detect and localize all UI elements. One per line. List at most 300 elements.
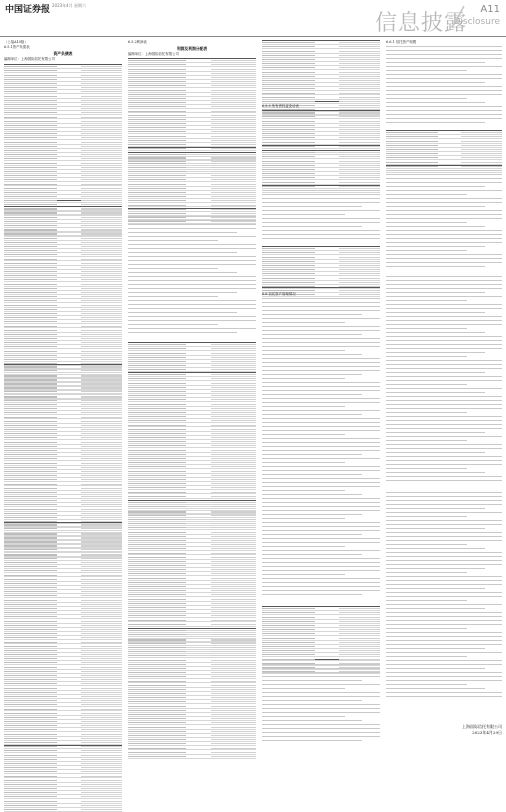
text-line [386, 262, 502, 263]
text-line [386, 632, 502, 633]
text-block [262, 190, 380, 242]
text-line [262, 688, 345, 689]
text-line [386, 656, 467, 657]
profit-table [128, 58, 256, 148]
text-line [262, 470, 380, 471]
text-line [386, 464, 502, 465]
text-line [386, 628, 467, 629]
text-line [386, 46, 502, 47]
section-subtitle: Disclosure [453, 17, 500, 27]
text-line [262, 438, 380, 439]
text-line [262, 510, 380, 511]
text-line [386, 568, 485, 569]
text-line [386, 564, 502, 565]
text-line [386, 58, 502, 59]
text-line [262, 558, 380, 559]
text-line [262, 298, 380, 299]
signature-company: 上海国际信托有限公司 [462, 724, 502, 729]
text-line [262, 458, 380, 459]
text-line [386, 608, 485, 609]
text-line [386, 584, 502, 585]
text-line [262, 442, 380, 443]
text-line [386, 98, 467, 99]
text-line [262, 672, 380, 673]
text-line [262, 586, 380, 587]
text-line [386, 672, 502, 673]
text-line [386, 118, 502, 119]
text-line [386, 380, 502, 381]
text-line [386, 190, 502, 191]
text-line [386, 696, 502, 697]
equity-change-table [262, 40, 380, 102]
text-line [128, 324, 218, 325]
newspaper-header [0, 0, 506, 37]
text-line [386, 480, 502, 481]
text-line [386, 364, 502, 365]
text-line [262, 594, 362, 595]
text-line [386, 280, 502, 281]
text-line [262, 318, 380, 319]
text-line [262, 724, 380, 725]
text-line [128, 280, 256, 281]
text-line [386, 238, 502, 239]
text-line [262, 692, 380, 693]
text-line [386, 500, 502, 501]
text-line [262, 554, 362, 555]
text-line [262, 680, 362, 681]
text-line [262, 230, 380, 231]
text-line [386, 82, 485, 83]
text-line [128, 300, 256, 301]
text-block-4 [386, 492, 502, 702]
text-line [386, 340, 502, 341]
text-line [386, 476, 502, 477]
text-line [386, 660, 502, 661]
text-line [262, 498, 380, 499]
page-number: A11 [480, 4, 500, 15]
text-line [262, 534, 362, 535]
text-line [386, 70, 467, 71]
text-block-3 [386, 276, 502, 486]
text-line [386, 226, 485, 227]
text-line [386, 328, 467, 329]
text-line [386, 202, 502, 203]
text-line [386, 424, 502, 425]
text-line [386, 316, 502, 317]
text-line [386, 90, 502, 91]
text-line [386, 536, 502, 537]
text-line [262, 334, 362, 335]
text-line [386, 246, 485, 247]
text-line [262, 664, 380, 665]
text-line [262, 234, 380, 235]
text-line [386, 520, 502, 521]
text-line [386, 440, 467, 441]
text-line [262, 426, 380, 427]
text-line [262, 314, 362, 315]
text-line [262, 346, 380, 347]
balance-sheet-table [4, 64, 122, 201]
text-line [386, 680, 502, 681]
text-line [386, 194, 467, 195]
text-line [386, 292, 485, 293]
text-line [386, 66, 502, 67]
text-line [386, 496, 502, 497]
text-line [386, 428, 502, 429]
text-line [386, 396, 502, 397]
text-line [386, 392, 485, 393]
text-line [386, 78, 502, 79]
section-heading: 6.5.3 所有者权益变动表 [262, 104, 299, 108]
column-3 [262, 40, 380, 746]
text-line [262, 214, 345, 215]
text-line [386, 300, 467, 301]
text-line [262, 716, 345, 717]
text-line [386, 552, 502, 553]
text-line [386, 114, 502, 115]
text-line [262, 302, 380, 303]
text-line [386, 198, 502, 199]
text-line [262, 358, 380, 359]
text-line [128, 288, 256, 289]
text-line [386, 664, 502, 665]
text-line [386, 170, 502, 171]
text-line [386, 516, 467, 517]
text-line [386, 456, 502, 457]
text-line [386, 356, 467, 357]
text-line [386, 372, 485, 373]
text-line [386, 548, 485, 549]
text-block-end [262, 664, 380, 744]
trust-table-2 [128, 500, 256, 622]
text-line [128, 244, 256, 245]
text-line [262, 326, 380, 327]
text-line [262, 466, 380, 467]
text-line [262, 406, 345, 407]
text-line [262, 310, 380, 311]
column-1 [4, 40, 122, 746]
text-line [262, 482, 380, 483]
text-line [262, 740, 362, 741]
text-line [386, 86, 502, 87]
text-line [386, 332, 485, 333]
table-row [4, 808, 122, 812]
text-line [262, 538, 380, 539]
trust-table [128, 372, 256, 494]
text-line [386, 122, 485, 123]
text-line [128, 328, 256, 329]
text-line [386, 230, 502, 231]
text-line [262, 704, 380, 705]
balance-sheet-table-2 [4, 206, 122, 358]
text-line [262, 566, 380, 567]
text-line [128, 320, 256, 321]
text-line [262, 530, 380, 531]
text-line [262, 546, 345, 547]
text-line [262, 430, 380, 431]
text-line [386, 296, 502, 297]
text-line [386, 376, 502, 377]
section-heading: 6.5.1资产负债表 [4, 45, 30, 49]
text-line [386, 436, 502, 437]
text-line [386, 308, 502, 309]
text-line [262, 490, 345, 491]
continued-label: （上接A10版） [4, 40, 28, 44]
text-line [262, 418, 380, 419]
text-line [386, 580, 502, 581]
text-line [386, 556, 502, 557]
text-line [386, 644, 502, 645]
text-line [262, 550, 380, 551]
text-line [262, 422, 380, 423]
text-line [262, 338, 380, 339]
text-line [386, 412, 467, 413]
asset-table-3 [262, 246, 380, 288]
column-4 [386, 40, 502, 746]
text-line [262, 402, 380, 403]
text-line [262, 398, 380, 399]
section-heading: 6.5.2利润表 [128, 40, 147, 44]
text-line [386, 560, 502, 561]
trust-table-3 [128, 628, 256, 730]
text-line [128, 308, 256, 309]
text-line [262, 362, 380, 363]
page-body [4, 40, 502, 746]
text-line [386, 266, 485, 267]
text-line [386, 288, 502, 289]
text-line [262, 370, 380, 371]
text-line [386, 210, 502, 211]
text-line [128, 232, 237, 233]
text-line [386, 544, 467, 545]
text-line [386, 532, 502, 533]
text-line [262, 562, 380, 563]
table-row [128, 755, 256, 759]
text-line [128, 220, 256, 221]
text-line [262, 366, 380, 367]
text-line [262, 522, 380, 523]
text-line [386, 250, 467, 251]
text-line [386, 540, 502, 541]
section-title: 信息披露 [375, 11, 468, 36]
text-line [386, 432, 485, 433]
text-line [128, 264, 256, 265]
text-line [386, 676, 502, 677]
text-line [128, 304, 256, 305]
text-line [386, 640, 502, 641]
text-line [128, 236, 256, 237]
text-line [386, 336, 502, 337]
income-table [4, 364, 122, 516]
text-line [386, 62, 485, 63]
text-line [262, 194, 380, 195]
text-line [262, 198, 380, 199]
small-table [128, 342, 256, 368]
text-line [386, 206, 485, 207]
text-line [262, 570, 380, 571]
text-line [262, 434, 345, 435]
signature-date: 2023年4月29日 [472, 730, 502, 735]
text-line [262, 218, 380, 219]
text-line [386, 444, 502, 445]
table-title: 利润及利润分配表 [176, 46, 208, 51]
text-line [262, 514, 362, 515]
text-line [386, 388, 502, 389]
summary-table [262, 606, 380, 660]
text-line [262, 506, 380, 507]
text-line [386, 106, 502, 107]
text-line [386, 688, 485, 689]
text-line [262, 700, 362, 701]
text-line [262, 206, 362, 207]
text-line [262, 684, 380, 685]
company-line: 编制单位：上海国际信托有限公司 [4, 57, 55, 61]
text-line [386, 592, 502, 593]
text-line [386, 468, 467, 469]
text-line [386, 74, 502, 75]
text-line [262, 728, 380, 729]
section-heading: 6.6.1 信托资产规模 [386, 40, 417, 44]
text-line [262, 590, 380, 591]
column-2 [128, 40, 256, 746]
text-line [262, 478, 380, 479]
text-line [386, 528, 485, 529]
text-line [386, 624, 502, 625]
text-line [386, 460, 502, 461]
text-line [128, 312, 237, 313]
text-line [386, 508, 485, 509]
text-line [386, 692, 502, 693]
text-line [262, 732, 380, 733]
asset-table [262, 110, 380, 146]
text-line [262, 414, 362, 415]
text-line [386, 636, 502, 637]
text-line [262, 330, 380, 331]
text-line [386, 324, 502, 325]
text-line [386, 616, 502, 617]
text-line [262, 410, 380, 411]
text-line [386, 50, 502, 51]
text-line [128, 272, 237, 273]
text-line [262, 354, 362, 355]
text-line [386, 416, 502, 417]
text-line [262, 712, 380, 713]
text-line [386, 182, 502, 183]
text-line [128, 296, 218, 297]
text-line [386, 400, 502, 401]
text-line [386, 222, 467, 223]
text-line [262, 394, 362, 395]
text-line [386, 276, 502, 277]
text-line [262, 222, 380, 223]
text-line [262, 386, 380, 387]
text-line [386, 512, 502, 513]
text-line [262, 378, 345, 379]
text-line [262, 526, 380, 527]
text-line [386, 504, 502, 505]
text-line [262, 518, 345, 519]
text-line [262, 708, 380, 709]
text-line [262, 736, 380, 737]
text-line [386, 94, 502, 95]
text-line [386, 304, 502, 305]
text-line [386, 668, 485, 669]
text-line [386, 368, 502, 369]
text-line [262, 574, 345, 575]
equity-table [4, 522, 122, 746]
table-title: 资产负债表 [53, 51, 73, 56]
text-line [262, 578, 380, 579]
text-line [262, 350, 345, 351]
text-line [262, 542, 380, 543]
text-line [128, 224, 256, 225]
text-line [386, 684, 467, 685]
text-line [386, 214, 502, 215]
text-line [386, 352, 485, 353]
text-line [262, 696, 380, 697]
text-line [128, 260, 256, 261]
text-line [386, 452, 485, 453]
masthead: 中国证券报 [5, 5, 51, 15]
text-line [262, 454, 362, 455]
text-line [386, 576, 502, 577]
text-line [386, 588, 485, 589]
text-line [386, 348, 502, 349]
text-line [386, 572, 467, 573]
text-line [262, 238, 380, 239]
text-line [128, 248, 256, 249]
text-line [386, 312, 485, 313]
text-line [128, 292, 237, 293]
text-line [386, 420, 502, 421]
text-line [386, 404, 502, 405]
text-line [386, 384, 467, 385]
text-line [386, 218, 502, 219]
text-line [128, 228, 256, 229]
text-line [386, 242, 502, 243]
profit-table-2 [128, 152, 256, 209]
text-line [128, 268, 218, 269]
text-line [262, 582, 380, 583]
text-line [262, 668, 380, 669]
text-line [386, 284, 502, 285]
text-line [386, 600, 467, 601]
text-line [262, 322, 345, 323]
text-line [128, 256, 256, 257]
text-line [386, 492, 502, 493]
text-line [262, 390, 380, 391]
text-line [262, 446, 380, 447]
asset-table-2 [262, 150, 380, 186]
text-block [386, 46, 502, 126]
section-heading: 6.6 信托资产管理情况 [262, 292, 296, 296]
text-line [262, 382, 380, 383]
text-line [262, 202, 380, 203]
text-line [386, 102, 485, 103]
company-line: 编制单位：上海国际信托有限公司 [128, 52, 179, 56]
text-line [262, 720, 362, 721]
text-line [262, 374, 362, 375]
text-block-2 [386, 170, 502, 270]
text-line [386, 620, 502, 621]
text-block [128, 216, 256, 336]
text-line [128, 276, 256, 277]
text-line [262, 210, 380, 211]
text-line [386, 258, 502, 259]
text-line [386, 604, 502, 605]
text-line [262, 306, 380, 307]
text-line [386, 344, 502, 345]
